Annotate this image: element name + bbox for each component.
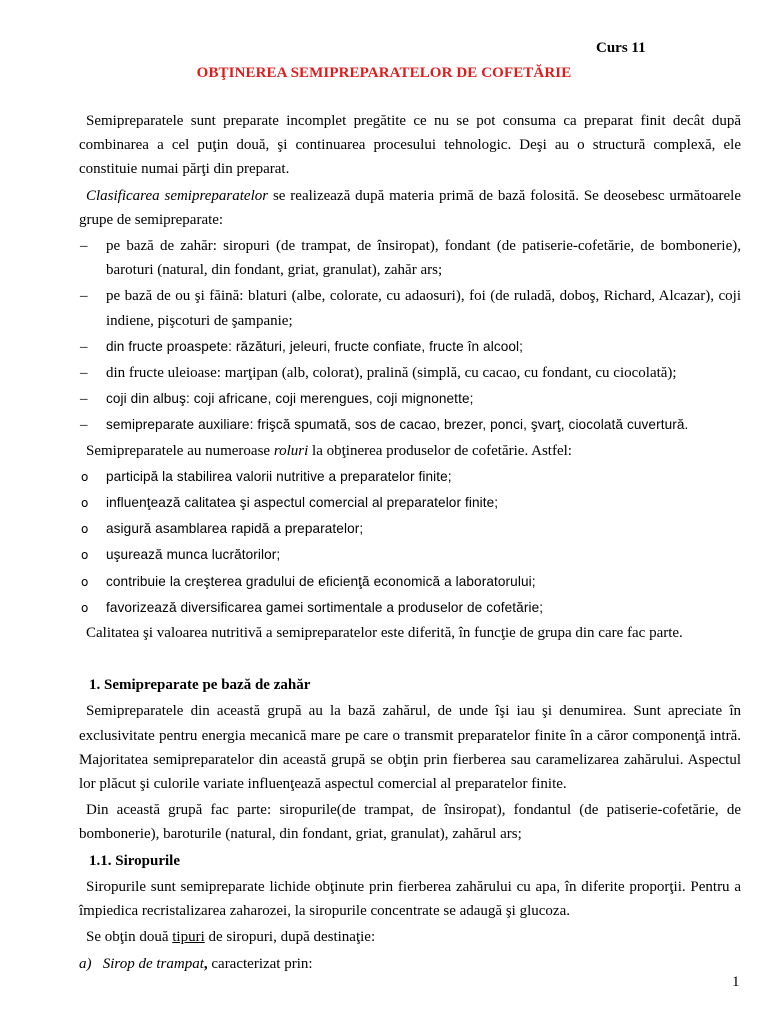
section-spacer (79, 645, 741, 669)
section1-paragraph-1 (79, 699, 741, 796)
classification-text: se realizează după materia primă de bază folosită. Se deosebesc următoarele grupe de semipreparate: (79, 187, 741, 228)
intro-text: Semipreparatele sunt preparate incomplet pregătite ce nu se pot consuma ca preparat finit decât după combinarea a cel puţin două, şi continuarea procesului tehnologic. Deşi au o structură complexă, ele constituie numai părţi din preparat. (79, 113, 741, 178)
classification-term: Clasificarea semipreparatelor (86, 187, 269, 204)
roles-list (79, 465, 741, 620)
roles-lead-text-end: la obţinerea produselor de cofetărie. Astfel: (308, 442, 572, 459)
roles-lead-text: Semipreparatele au numeroase (86, 442, 274, 459)
sub-item-marker: a) (79, 955, 92, 972)
section11-paragraph-1 (79, 875, 741, 923)
roles-paragraph (79, 439, 741, 463)
role-item-text: uşurează munca lucrătorilor; (106, 547, 281, 563)
section11-text-2b: de siropuri, după destinaţie: (204, 929, 376, 946)
section-heading (79, 673, 741, 697)
dash-bullet: – (80, 391, 88, 408)
roles-closing-text: Calitatea şi valoarea nutritivă a semipreparatelor este diferită, în funcţie de grupa din care fac parte. (86, 625, 683, 642)
list-item (79, 361, 741, 385)
classification-paragraph (79, 184, 741, 232)
circle-bullet: o (81, 574, 89, 589)
sub-item-a (79, 952, 741, 976)
groups-list (79, 234, 741, 438)
group-item-text: coji din albuş: coji africane, coji merengues, coji mignonette; (106, 391, 474, 407)
sub-item-comma: , (203, 955, 208, 972)
circle-bullet: o (81, 469, 89, 484)
roles-closing-paragraph (79, 621, 741, 645)
group-item-text: din fructe proaspete: răzături, jeleuri, fructe confiate, fructe în alcool; (106, 338, 524, 354)
circle-bullet: o (81, 522, 89, 537)
circle-bullet: o (81, 548, 89, 563)
dash-bullet: – (80, 238, 88, 255)
group-item-text: semipreparate auxiliare: frişcă spumată, sos de cacao, brezer, ponci, şvarţ, ciocolată cuvertură. (106, 417, 689, 433)
sub-item-term: Sirop de trampat (102, 955, 204, 972)
list-item (79, 543, 741, 567)
list-item (79, 465, 741, 489)
circle-bullet: o (81, 496, 89, 511)
subsection-heading-text: 1.1. Siropurile (89, 852, 180, 869)
role-item-text: influenţează calitatea şi aspectul comercial al preparatelor finite; (106, 495, 499, 511)
section1-paragraph-2 (79, 798, 741, 846)
role-item-text: favorizează diversificarea gamei sortimentale a produselor de cofetărie; (106, 599, 544, 615)
dash-bullet: – (80, 338, 88, 355)
list-item (79, 335, 741, 359)
list-item (79, 234, 741, 282)
document-body (79, 109, 741, 976)
types-term: tipuri (172, 929, 205, 946)
page-title: OBŢINEREA SEMIPREPARATELOR DE COFETĂRIE (196, 65, 572, 81)
list-item (79, 387, 741, 411)
section11-text-1: Siropurile sunt semipreparate lichide obţinute prin fierberea zahărului cu apa, în diferite proporţii. Pentru a împiedica recristalizarea zaharozei, la siropurile concentrate se adaugă şi glucoza. (79, 878, 741, 920)
group-item-text: pe bază de ou şi făină: blaturi (albe, colorate, cu adaosuri), foi (de ruladă, doboş, Richard, Alcazar), coji indiene, pişcoturi de şampanie; (106, 288, 741, 329)
roles-term: roluri (273, 442, 309, 459)
section1-text-2: Din această grupă fac parte: siropurile(de trampat, de însiropat), fondantul (de patiserie-cofetărie, de bombonerie), baroturile (natural, din fondant, griat, granulat), zahărul ars; (79, 802, 741, 843)
section11-paragraph-2 (79, 925, 741, 949)
role-item-text: contribuie la creşterea gradului de eficienţă economică a laboratorului; (106, 573, 536, 589)
sub-item-text: caracterizat prin: (207, 955, 313, 972)
section-heading-text: 1. Semipreparate pe bază de zahăr (89, 677, 311, 694)
list-item (79, 491, 741, 515)
role-item-text: participă la stabilirea valorii nutritive a preparatelor finite; (106, 468, 452, 484)
list-item (79, 413, 741, 437)
circle-bullet: o (81, 600, 89, 615)
group-item-text: din fructe uleioase: marţipan (alb, colorat), pralină (simplă, cu cacao, cu fondant, cu ciocolată); (106, 365, 677, 382)
dash-bullet: – (80, 288, 88, 305)
list-item (79, 517, 741, 541)
dash-bullet: – (80, 365, 88, 382)
list-item (79, 284, 741, 332)
section1-text-1: Semipreparatele din această grupă au la bază zahărul, de unde îşi iau şi denumirea. Sunt apreciate în exclusivitate pentru energia mecanică mare pe care o transmit preparatelor finite în a căror componenţă intră. Majoritatea semipreparatelor din această grupă se obţin prin fierberea sau caramelizarea zahărului. Aspectul lor plăcut şi culorile variate influenţează aspectul comercial al preparatelor finite. (79, 703, 741, 793)
intro-paragraph (79, 109, 741, 182)
page-number: 1 (732, 974, 740, 990)
role-item-text: asigură asamblarea rapidă a preparatelor; (106, 521, 364, 537)
dash-bullet: – (80, 417, 88, 434)
section11-text-2a: Se obţin două (86, 929, 173, 946)
list-item (79, 570, 741, 594)
course-label: Curs 11 (596, 40, 646, 56)
group-item-text: pe bază de zahăr: siropuri (de trampat, de însiropat), fondant (de patiserie-cofetărie, de bombonerie), baroturi (natural, din fondant, griat, granulat), zahăr ars; (106, 238, 741, 279)
subsection-heading (79, 849, 741, 873)
list-item (79, 596, 741, 620)
